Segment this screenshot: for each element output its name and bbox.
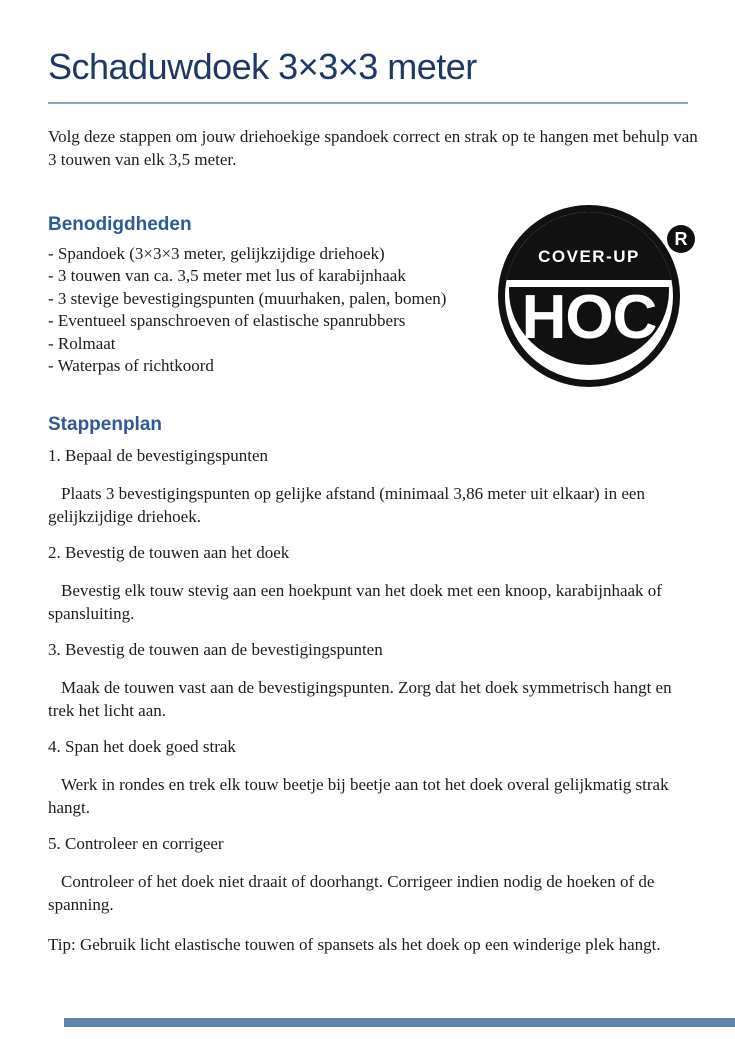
logo-brand-top-text: COVER-UP bbox=[538, 247, 640, 266]
section-heading-stappenplan: Stappenplan bbox=[48, 414, 163, 436]
tip-paragraph: Tip: Gebruik licht elastische touwen of spansets als het doek op een winderige plek hangt. bbox=[48, 935, 661, 955]
step-title: 4. Span het doek goed strak bbox=[48, 737, 236, 757]
step-body: Controleer of het doek niet draait of doorhangt. Corrigeer indien nodig de hoeken of de spanning. bbox=[48, 872, 655, 914]
list-item: - 3 stevige bevestigingspunten (muurhaken, palen, bomen) bbox=[48, 288, 447, 308]
step-4 bbox=[48, 736, 698, 819]
list-item: - Rolmaat bbox=[48, 333, 116, 353]
list-item: - Eventueel spanschroeven of elastische spanrubbers bbox=[48, 311, 406, 331]
step-body: Plaats 3 bevestigingspunten op gelijke afstand (minimaal 3,86 meter uit elkaar) in een gelijkzijdige driehoek. bbox=[48, 484, 645, 526]
step-5 bbox=[48, 833, 698, 916]
section-heading-benodigdheden: Benodigdheden bbox=[48, 214, 192, 235]
list-item: - Spandoek (3×3×3 meter, gelijkzijdige driehoek) bbox=[48, 244, 385, 263]
intro-paragraph: Volg deze stappen om jouw driehoekige spandoek correct en strak op te hangen met behulp van 3 touwen van elk 3,5 meter. bbox=[48, 127, 698, 169]
step-body: Maak de touwen vast aan de bevestigingspunten. Zorg dat het doek symmetrisch hangt en trek het licht aan. bbox=[48, 678, 672, 720]
cover-up-hoc-logo bbox=[475, 195, 705, 400]
step-title: 3. Bevestig de touwen aan de bevestigingspunten bbox=[48, 640, 383, 660]
logo-brand-main-text: HOC bbox=[521, 283, 657, 352]
page-title: Schaduwdoek 3×3×3 meter bbox=[48, 44, 688, 104]
registered-mark-letter: R bbox=[674, 229, 688, 249]
step-2 bbox=[48, 542, 698, 625]
step-body: Bevestig elk touw stevig aan een hoekpunt van het doek met een knoop, karabijnhaak of spansluiting. bbox=[48, 581, 662, 623]
step-1 bbox=[48, 445, 698, 528]
step-title: 1. Bepaal de bevestigingspunten bbox=[48, 446, 269, 466]
footer-bar bbox=[64, 1018, 735, 1027]
list-item: - Waterpas of richtkoord bbox=[48, 356, 214, 376]
step-3 bbox=[48, 639, 698, 722]
cover-up-hoc-logo-graphic bbox=[475, 195, 705, 400]
list-item: - 3 touwen van ca. 3,5 meter met lus of karabijnhaak bbox=[48, 266, 406, 286]
step-title: 5. Controleer en corrigeer bbox=[48, 834, 224, 854]
step-title: 2. Bevestig de touwen aan het doek bbox=[48, 543, 290, 563]
document-content bbox=[0, 44, 735, 957]
step-body: Werk in rondes en trek elk touw beetje bij beetje aan tot het doek overal gelijkmatig strak hangt. bbox=[48, 775, 669, 817]
